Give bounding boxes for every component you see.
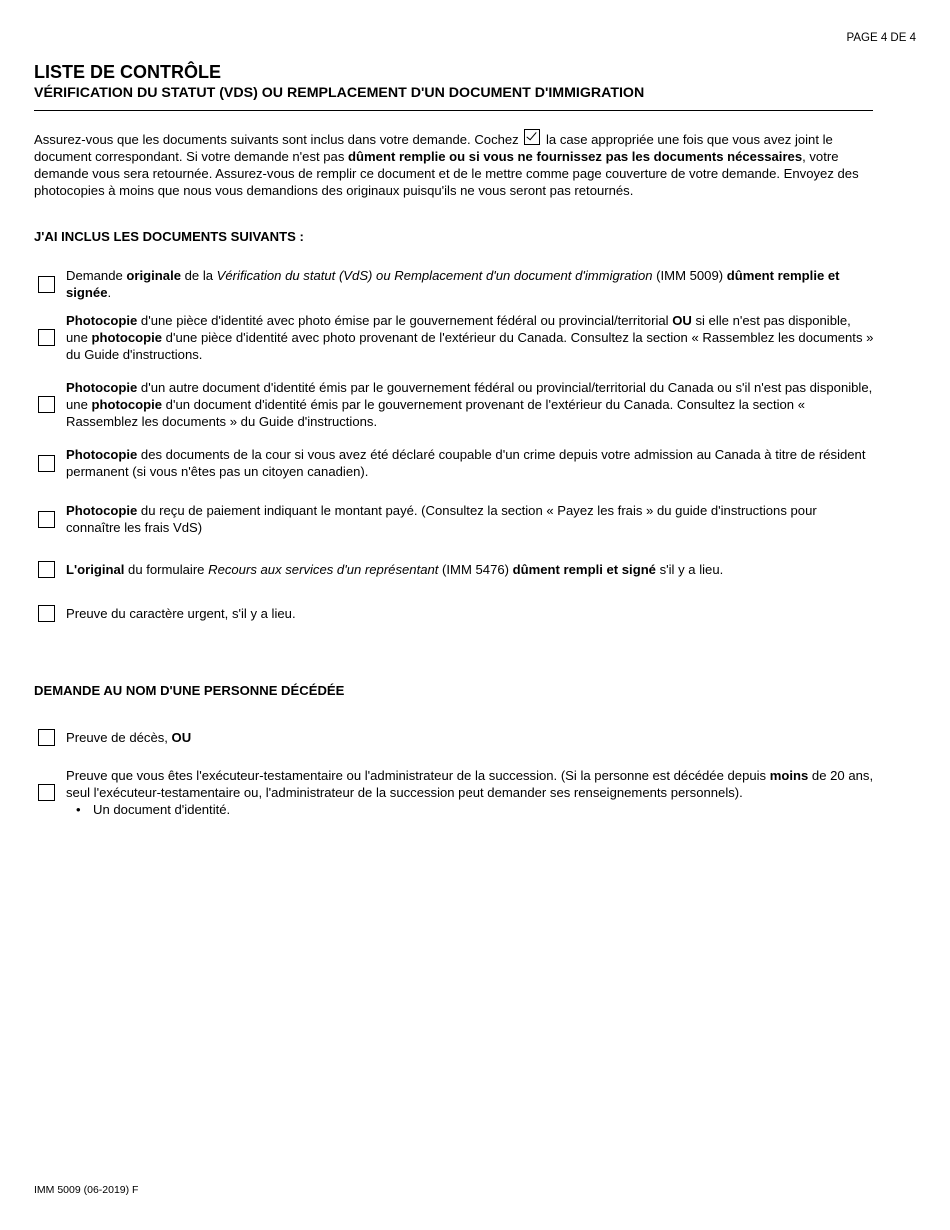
checkbox-court-documents[interactable] — [38, 455, 55, 472]
checklist-item-death-proof — [34, 729, 874, 746]
intro-text-3: , votre demande vous sera retournée. Assurez-vous de remplir ce document et de le mettre comme page couverture de votre demande. Envoyez des photocopies à moins que nous vous demandions des originaux puisqu'ils ne vous seront pas retournés. — [34, 149, 859, 198]
item-text — [66, 502, 874, 536]
checklist-item-urgency-proof — [34, 605, 874, 622]
title-divider — [34, 110, 873, 111]
item-text — [66, 446, 874, 480]
bold-text: L'original — [66, 562, 125, 577]
text: des documents de la cour si vous avez été déclaré coupable d'un crime depuis votre admission au Canada à titre de résident permanent (si vous n'êtes pas un citoyen canadien). — [66, 447, 866, 479]
text: du formulaire — [124, 562, 209, 577]
item-text — [66, 379, 874, 430]
text: s'il y a lieu. — [655, 562, 724, 577]
text: . — [107, 285, 112, 300]
bold-text: Photocopie — [66, 380, 138, 395]
checklist-item-original-application — [34, 267, 874, 301]
form-title: Vérification du statut (VdS) ou Remplacement d'un document d'immigration — [216, 268, 653, 283]
bold-text: Photocopie — [66, 447, 138, 462]
text: (IMM 5476) — [438, 562, 513, 577]
bold-text: photocopie — [91, 397, 163, 412]
bold-text: photocopie — [91, 330, 163, 345]
checked-box-icon — [524, 129, 540, 145]
text: d'une pièce d'identité avec photo émise par le gouvernement fédéral ou provincial/territorial — [137, 313, 673, 328]
text: Preuve que vous êtes l'exécuteur-testamentaire ou l'administrateur de la succession. (Si la personne est décédée depuis — [66, 768, 770, 783]
form-title: Recours aux services d'un représentant — [208, 562, 439, 577]
intro-bold-1: dûment remplie ou si vous ne fournissez pas les documents nécessaires — [348, 149, 803, 164]
page-number: PAGE 4 DE 4 — [846, 32, 916, 44]
text: Preuve de décès, — [66, 730, 172, 745]
text: (IMM 5009) — [652, 268, 727, 283]
item-text — [66, 605, 874, 622]
checklist-item-other-id — [34, 379, 874, 430]
intro-text-2: la case appropriée une fois que vous avez joint le document correspondant. Si votre demande n'est pas — [34, 132, 833, 164]
section-heading-deceased: DEMANDE AU NOM D'UNE PERSONNE DÉCÉDÉE — [34, 683, 345, 698]
text: d'une pièce d'identité avec photo provenant de l'extérieur du Canada. Consultez la section « Rassemblez les documents » du Guide d'instructions. — [66, 330, 874, 362]
bold-text: moins — [769, 768, 809, 783]
text: de la — [181, 268, 217, 283]
text: de 20 ans, seul l'exécuteur-testamentaire ou, l'administrateur de la succession peut demander ses renseignements personnels). — [66, 768, 874, 800]
intro-paragraph — [34, 129, 879, 199]
page-subtitle: VÉRIFICATION DU STATUT (VDS) OU REMPLACEMENT D'UN DOCUMENT D'IMMIGRATION — [34, 85, 645, 101]
bullet-item: • Un document d'identité. — [66, 801, 874, 818]
intro-text-1: Assurez-vous que les documents suivants sont inclus dans votre demande. Cochez — [34, 132, 519, 147]
checkbox-original-application[interactable] — [38, 276, 55, 293]
checklist-item-executor-proof — [34, 767, 874, 818]
checklist-item-photo-id — [34, 312, 874, 363]
text: d'un document d'identité émis par le gouvernement provenant de l'extérieur du Canada. Consultez la section « Rassemblez les documents » du Guide d'instructions. — [66, 397, 805, 429]
text: d'un autre document d'identité émis par le gouvernement fédéral ou provincial/territorial du Canada ou s'il n'est pas disponible, une — [66, 380, 873, 412]
checkbox-representative-form[interactable] — [38, 561, 55, 578]
checklist-item-court-documents — [34, 446, 874, 480]
checklist-item-payment-receipt — [34, 502, 874, 536]
checkbox-photo-id[interactable] — [38, 329, 55, 346]
text: Preuve du caractère urgent, s'il y a lieu. — [66, 606, 296, 621]
bold-text: OU — [672, 313, 692, 328]
section-heading-documents: J'AI INCLUS LES DOCUMENTS SUIVANTS : — [34, 229, 304, 244]
text: du reçu de paiement indiquant le montant payé. (Consultez la section « Payez les frais » du guide d'instructions pour connaître les frais VdS) — [66, 503, 817, 535]
bold-text: originale — [126, 268, 181, 283]
checkbox-executor-proof[interactable] — [38, 784, 55, 801]
bold-text: Photocopie — [66, 503, 138, 518]
checkbox-other-id[interactable] — [38, 396, 55, 413]
text: Demande — [66, 268, 127, 283]
checklist-item-representative-form — [34, 561, 874, 578]
item-text — [66, 767, 874, 818]
item-text — [66, 312, 874, 363]
item-text — [66, 267, 874, 301]
checkbox-payment-receipt[interactable] — [38, 511, 55, 528]
bold-text: dûment rempli et signé — [512, 562, 656, 577]
text: si elle n'est pas disponible, une — [66, 313, 851, 345]
bold-text: Photocopie — [66, 313, 138, 328]
bold-text: OU — [171, 730, 192, 745]
page-title: LISTE DE CONTRÔLE — [34, 62, 222, 82]
item-text — [66, 561, 874, 578]
bold-text: dûment remplie et signée — [66, 268, 840, 300]
checkbox-urgency-proof[interactable] — [38, 605, 55, 622]
checkbox-death-proof[interactable] — [38, 729, 55, 746]
form-number-footer: IMM 5009 (06-2019) F — [34, 1184, 139, 1196]
item-text — [66, 729, 874, 746]
